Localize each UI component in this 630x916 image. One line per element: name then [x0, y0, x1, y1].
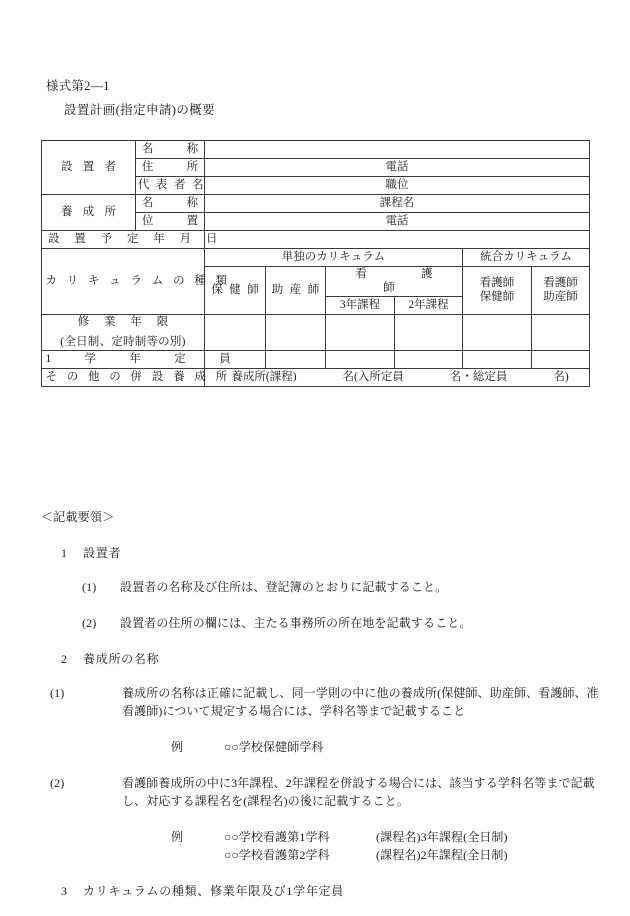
instruction-2-1-text: 養成所の名称は正確に記載し、同一学則の中に他の養成所(保健師、助産師、看護師、准看護師)について規定する場合には、学科名等まで記載すること: [122, 686, 599, 718]
label-curriculum-type: カ リ キ ュ ラ ム の 種 類: [42, 249, 205, 315]
example-2-line2-name: ○○学校看護第2学科: [224, 848, 330, 863]
instruction-2-1: [41, 684, 601, 720]
term-label-line1: 修 業 年 限: [77, 315, 175, 328]
instructions-heading: ＜記載要領＞: [41, 510, 115, 524]
label-school: 養 成 所: [42, 195, 136, 231]
term-value-hokenshi[interactable]: [205, 314, 266, 350]
form-number: 様式第2―1: [46, 79, 110, 93]
integrated-col2-bottom: 助産師: [543, 291, 578, 304]
instructions-section-3-title: [41, 882, 601, 899]
label-founder: 設 置 者: [42, 141, 136, 195]
section-2-label: 養成所の名称: [83, 652, 160, 666]
header-col-hokenshi: 保 健 師: [205, 267, 266, 315]
instruction-2-2-marker: (2): [50, 775, 65, 790]
table-row: [42, 249, 590, 267]
quota-value-josanshi[interactable]: [266, 350, 326, 368]
section-2-number: 2: [61, 652, 68, 666]
label-annual-quota: 1 学 年 定 員: [42, 350, 205, 368]
instruction-1-1-marker: (1): [82, 580, 97, 594]
setup-plan-table: [41, 140, 590, 387]
label-planned-date: 設 置 予 定 年 月 日: [42, 231, 205, 249]
table-row: [42, 350, 590, 368]
table-row: [42, 141, 590, 159]
instruction-2-2: [41, 774, 601, 810]
instruction-1-2: [41, 614, 601, 632]
instruction-2-2-example: [41, 828, 601, 865]
term-value-josanshi[interactable]: [266, 314, 326, 350]
label-school-name: 名 称: [136, 195, 205, 213]
example-2-line2-course: (課程名)2年課程(全日制): [376, 848, 508, 863]
value-school-phone[interactable]: 電話: [205, 213, 590, 231]
header-integrated-curriculum: 統合カリキュラム: [463, 249, 590, 267]
label-founder-name: 名 称: [136, 141, 205, 159]
table-row: [42, 231, 590, 249]
value-planned-date[interactable]: [205, 231, 590, 249]
term-label-line2: (全日制、定時制等の別): [60, 336, 186, 349]
header-col-course-3yr: 3年課程: [326, 296, 395, 314]
instructions-section-2-title: [41, 650, 601, 667]
instructions-section: [41, 508, 601, 916]
term-value-integrated-2[interactable]: [532, 314, 590, 350]
section-1-number: 1: [61, 546, 68, 560]
instruction-1-1: [41, 578, 601, 596]
example-label-1: 例: [171, 740, 184, 754]
instruction-2-1-example: [41, 738, 601, 757]
instruction-2-2-text: 看護師養成所の中に3年課程、2年課程を併設する場合には、該当する学科名等まで記載し、対応する課程名を(課程名)の後に記載すること。: [122, 775, 595, 808]
instruction-2-1-marker: (1): [50, 686, 65, 700]
section-3-number: 3: [61, 883, 68, 898]
quota-value-integrated-2[interactable]: [532, 350, 590, 368]
header-col-integrated-kangoshi-josanshi: [532, 267, 590, 315]
example-text-1: ○○学校保健師学科: [224, 740, 324, 754]
header-single-curriculum: 単独のカリキュラム: [205, 249, 463, 267]
quota-value-kangoshi-3yr[interactable]: [326, 350, 395, 368]
quota-value-integrated-1[interactable]: [463, 350, 532, 368]
label-school-location: 位 置: [136, 213, 205, 231]
integrated-col1-bottom: 保健師: [479, 291, 515, 304]
label-founder-representative: 代 表 者 名: [136, 177, 205, 195]
integrated-col2-top: 看護師: [543, 277, 578, 289]
table-row: [42, 195, 590, 213]
value-founder-address-phone[interactable]: 電話: [205, 159, 590, 177]
section-3-label: カリキュラムの種類、修業年限及び1学年定員: [83, 883, 345, 898]
header-col-josanshi: 助 産 師: [266, 267, 326, 315]
label-other-attached-schools: そ の 他 の 併 設 養 成 所: [42, 368, 205, 386]
term-value-kangoshi-2yr[interactable]: [395, 314, 463, 350]
integrated-col1-top: 看護師: [479, 277, 515, 289]
section-1-label: 設置者: [83, 546, 122, 560]
value-school-course-name[interactable]: 課程名: [205, 195, 590, 213]
example-2-line1-name: ○○学校看護第1学科: [224, 829, 330, 844]
form-title: 設置計画(指定申請)の概要: [64, 103, 216, 117]
table-row: [42, 368, 590, 386]
header-col-course-2yr: 2年課程: [395, 296, 463, 314]
header-col-kangoshi: 看 護 師: [326, 267, 463, 297]
table-row: [42, 314, 590, 350]
label-term-of-study: [42, 314, 205, 350]
term-value-integrated-1[interactable]: [463, 314, 532, 350]
instruction-1-2-text: 設置者の住所の欄には、主たる事務所の所在地を記載すること。: [120, 616, 472, 630]
label-founder-address: 住 所: [136, 159, 205, 177]
value-founder-name[interactable]: [205, 141, 590, 159]
value-other-attached-schools[interactable]: 養成所(課程) 名(入所定員 名・総定員 名): [205, 368, 590, 386]
term-value-kangoshi-3yr[interactable]: [326, 314, 395, 350]
value-founder-representative-title[interactable]: 職位: [205, 177, 590, 195]
quota-value-kangoshi-2yr[interactable]: [395, 350, 463, 368]
instruction-1-1-text: 設置者の名称及び住所は、登記簿のとおりに記載すること。: [120, 580, 448, 594]
instruction-1-2-marker: (2): [82, 616, 97, 630]
example-2-line1-course: (課程名)3年課程(全日制): [376, 829, 508, 844]
instructions-section-1-title: [41, 544, 601, 561]
example-label-2: 例: [171, 829, 184, 844]
